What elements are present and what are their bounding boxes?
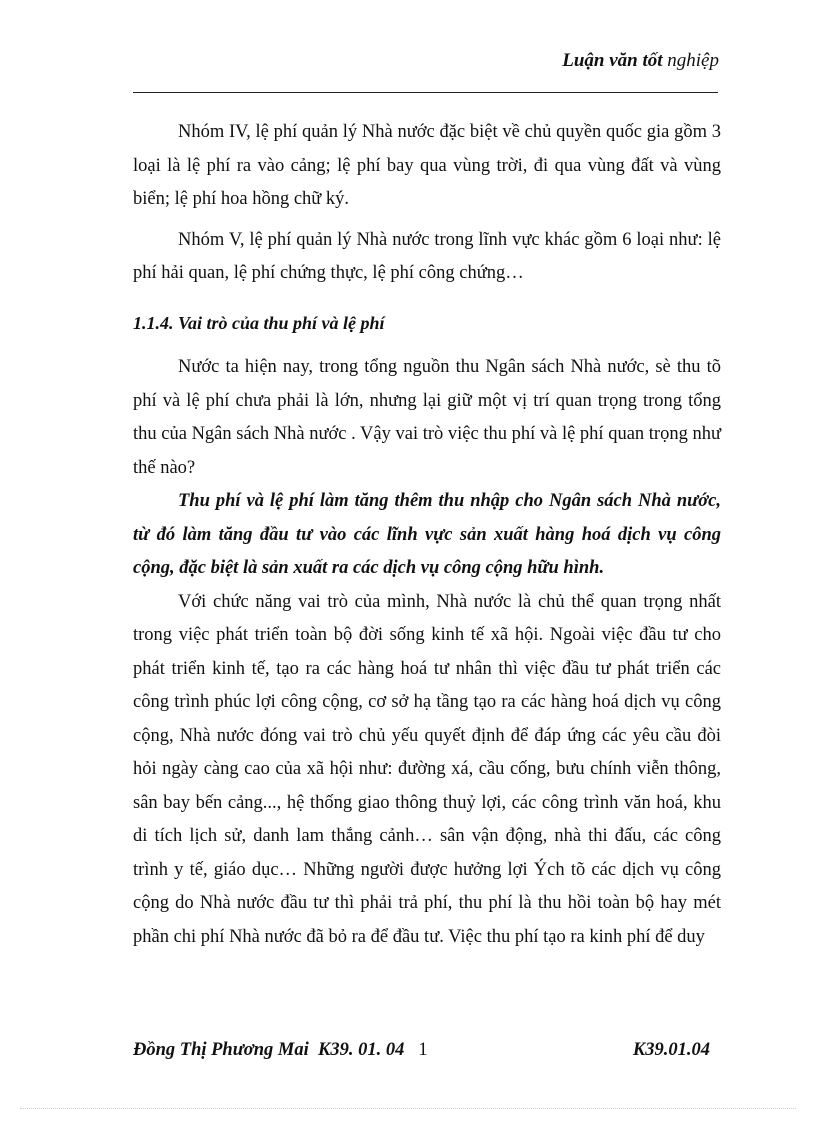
page-bottom-border: [20, 1108, 796, 1109]
footer-author: Đồng Thị Phương Mai: [133, 1040, 309, 1060]
paragraph-introduction: Nước ta hiện nay, trong tổng nguồn thu Ngân sách Nhà nước, sè thu tõ phí và lệ phí chưa phải là lớn, nhưng lại giữ một vị trí quan trọng trong tổng thu của Ngân sách Nhà nước . Vậy vai trò việc thu phí và lệ phí quan trọng như thế nào?: [133, 357, 721, 478]
header-title-light: nghiệp: [667, 50, 719, 71]
header-title-bold: Luận văn tốt: [562, 50, 663, 71]
paragraph-group-iv: Nhóm IV, lệ phí quản lý Nhà nước đặc biệt về chủ quyền quốc gia gồm 3 loại là lệ phí ra vào cảng; lệ phí bay qua vùng trời, đi qua vùng đất và vùng biển; lệ phí hoa hồng chữ ký.: [133, 122, 721, 209]
header-title: [562, 50, 719, 72]
footer-right-code: K39.01.04: [632, 1040, 710, 1060]
header-divider: [133, 92, 718, 93]
footer-class-code: K39. 01. 04: [317, 1040, 405, 1060]
section-heading: 1.1.4. Vai trò của thu phí và lệ phí: [133, 312, 385, 333]
paragraph-group-v: Nhóm V, lệ phí quản lý Nhà nước trong lĩnh vực khác gồm 6 loại như: lệ phí hải quan, lệ phí chứng thực, lệ phí công chứng…: [133, 229, 721, 283]
paragraph-emphasis: Thu phí và lệ phí làm tăng thêm thu nhập cho Ngân sách Nhà nước, từ đó làm tăng đầu tư vào các lĩnh vực sản xuất hàng hoá dịch vụ công cộng, đặc biệt là sản xuất ra các dịch vụ công cộng hữu hình.: [133, 491, 721, 578]
page-footer: [133, 1040, 718, 1061]
footer-page-number: 1: [418, 1040, 428, 1060]
paragraph-state-role: Với chức năng vai trò của mình, Nhà nước là chủ thể quan trọng nhất trong việc phát triển toàn bộ đời sống kinh tế xã hội. Ngoài việc đầu tư cho phát triển kinh tế, tạo ra các hàng hoá tư nhân thì việc đầu tư phát triển các công trình phúc lợi công cộng, cơ sở hạ tầng tạo ra các hàng hoá dịch vụ công cộng, Nhà nước đóng vai trò chủ yếu quyết định để đáp ứng các yêu cầu đòi hỏi ngày càng cao của xã hội như: đường xá, cầu cống, bưu chính viễn thông, sân bay bến cảng..., hệ thống giao thông thuỷ lợi, các công trình văn hoá, khu di tích lịch sử, danh lam thắng cảnh… sân vận động, nhà thi đấu, các công trình y tế, giáo dục… Những người được hưởng lợi Ých tõ các dịch vụ công cộng do Nhà nước đầu tư thì phải trả phí, thu phí là thu hồi toàn bộ hay mét phần chi phí Nhà nước đã bỏ ra để đầu tư. Việc thu phí tạo ra kinh phí để duy: [133, 591, 721, 947]
body-text: [133, 116, 721, 954]
